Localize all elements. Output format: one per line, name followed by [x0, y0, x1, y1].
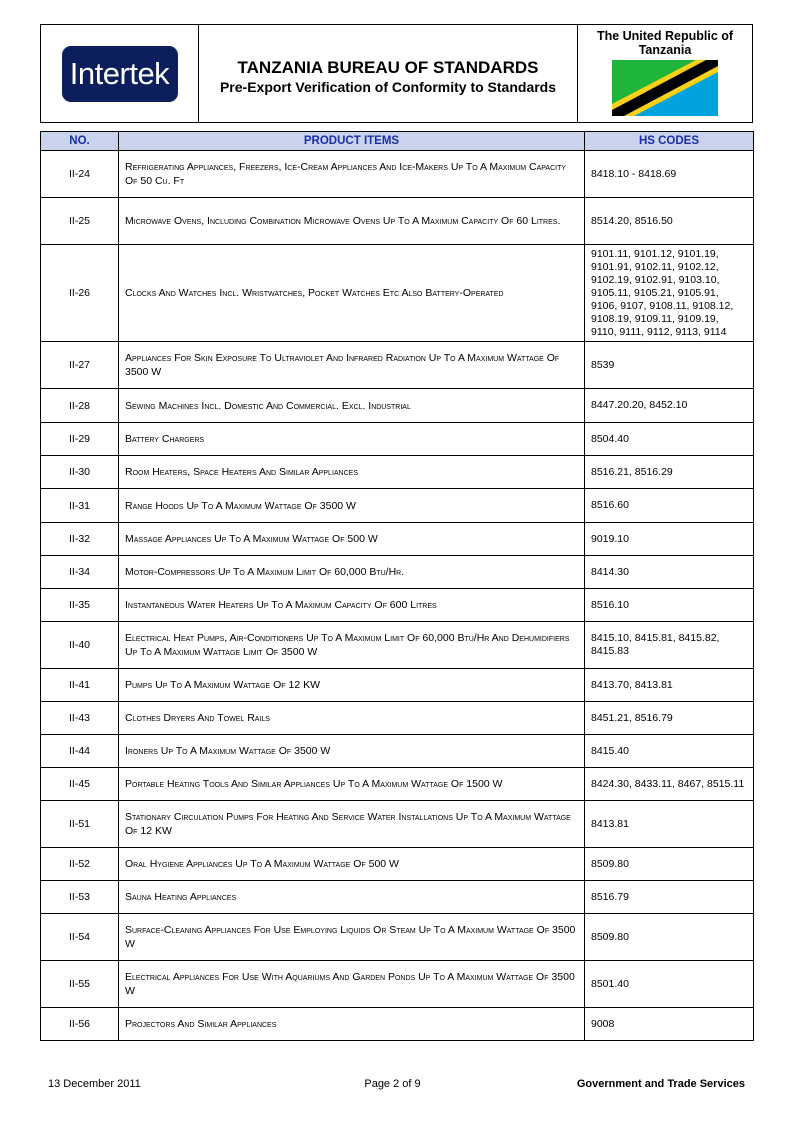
footer-date: 13 December 2011 [48, 1078, 141, 1090]
intertek-logo [62, 46, 178, 102]
document-header [40, 24, 753, 123]
row-number: II-51 [41, 801, 119, 848]
product-item: Microwave Ovens, Including Combination Microwave Ovens Up To A Maximum Capacity Of 60 Litres. [119, 198, 585, 245]
table-row [41, 622, 754, 669]
table-row [41, 768, 754, 801]
table-row [41, 735, 754, 768]
table-row [41, 669, 754, 702]
product-item: Room Heaters, Space Heaters And Similar Appliances [119, 456, 585, 489]
row-number: II-29 [41, 423, 119, 456]
column-header-no: NO. [41, 132, 119, 151]
row-number: II-56 [41, 1008, 119, 1041]
table-row [41, 389, 754, 423]
row-number: II-35 [41, 589, 119, 622]
hs-codes: 8516.21, 8516.29 [585, 456, 754, 489]
product-item: Projectors And Similar Appliances [119, 1008, 585, 1041]
row-number: II-54 [41, 914, 119, 961]
table-row [41, 456, 754, 489]
product-table [40, 131, 754, 1041]
row-number: II-34 [41, 556, 119, 589]
hs-codes: 8509.80 [585, 914, 754, 961]
product-item: Electrical Appliances For Use With Aquariums And Garden Ponds Up To A Maximum Wattage Of 3500 W [119, 961, 585, 1008]
table-body [41, 151, 754, 1041]
row-number: II-55 [41, 961, 119, 1008]
hs-codes: 8424.30, 8433.11, 8467, 8515.11 [585, 768, 754, 801]
hs-codes: 8413.81 [585, 801, 754, 848]
document-title: TANZANIA BUREAU OF STANDARDS [237, 57, 539, 77]
table-row [41, 914, 754, 961]
column-header-product-items: PRODUCT ITEMS [119, 132, 585, 151]
product-item: Refrigerating Appliances, Freezers, Ice-Cream Appliances And Ice-Makers Up To A Maximum Capacity Of 50 Cu. Ft [119, 151, 585, 198]
footer-page-number: Page 2 of 9 [364, 1078, 421, 1090]
table-row [41, 342, 754, 389]
table-row [41, 881, 754, 914]
table-row [41, 198, 754, 245]
product-item: Ironers Up To A Maximum Wattage Of 3500 W [119, 735, 585, 768]
product-item: Clothes Dryers And Towel Rails [119, 702, 585, 735]
hs-codes: 8451.21, 8516.79 [585, 702, 754, 735]
table-row [41, 801, 754, 848]
hs-codes: 8501.40 [585, 961, 754, 1008]
hs-codes: 8414.30 [585, 556, 754, 589]
product-item: Motor-Compressors Up To A Maximum Limit Of 60,000 Btu/Hr. [119, 556, 585, 589]
page-footer [40, 1078, 745, 1094]
footer-department: Government and Trade Services [576, 1078, 745, 1090]
table-row [41, 1008, 754, 1041]
row-number: II-27 [41, 342, 119, 389]
hs-codes: 9019.10 [585, 523, 754, 556]
hs-codes: 9008 [585, 1008, 754, 1041]
product-item: Surface-Cleaning Appliances For Use Employing Liquids Or Steam Up To A Maximum Wattage Of 3500 W [119, 914, 585, 961]
row-number: II-53 [41, 881, 119, 914]
product-item: Stationary Circulation Pumps For Heating And Service Water Installations Up To A Maximum Wattage Of 12 KW [119, 801, 585, 848]
product-item: Battery Chargers [119, 423, 585, 456]
logo-cell [41, 25, 199, 122]
product-item: Pumps Up To A Maximum Wattage Of 12 KW [119, 669, 585, 702]
row-number: II-31 [41, 489, 119, 523]
tanzania-flag-icon [612, 60, 718, 116]
title-cell [199, 25, 578, 122]
table-row [41, 523, 754, 556]
product-item: Sauna Heating Appliances [119, 881, 585, 914]
table-header-row [41, 132, 754, 151]
row-number: II-26 [41, 245, 119, 342]
product-item: Electrical Heat Pumps, Air-Conditioners Up To A Maximum Limit Of 60,000 Btu/Hr And Dehumidifiers Up To A Maximum Wattage Limit Of 3500 W [119, 622, 585, 669]
row-number: II-40 [41, 622, 119, 669]
table-row [41, 151, 754, 198]
hs-codes: 8539 [585, 342, 754, 389]
row-number: II-52 [41, 848, 119, 881]
logo-text: Intertek [69, 55, 170, 91]
row-number: II-45 [41, 768, 119, 801]
row-number: II-41 [41, 669, 119, 702]
table-row [41, 702, 754, 735]
product-item: Range Hoods Up To A Maximum Wattage Of 3500 W [119, 489, 585, 523]
row-number: II-24 [41, 151, 119, 198]
hs-codes: 9101.11, 9101.12, 9101.19, 9101.91, 9102.11, 9102.12, 9102.19, 9102.91, 9103.10, 9105.11, 9105.21, 9105.91, 9106, 9107, 9108.11, 9108.12, 9108.19, 9109.11, 9109.19, 9110, 9111, 9112, 9113, 9114 [585, 245, 754, 342]
row-number: II-43 [41, 702, 119, 735]
hs-codes: 8514.20, 8516.50 [585, 198, 754, 245]
hs-codes: 8418.10 - 8418.69 [585, 151, 754, 198]
table-row [41, 848, 754, 881]
product-item: Instantaneous Water Heaters Up To A Maximum Capacity Of 600 Litres [119, 589, 585, 622]
product-item: Oral Hygiene Appliances Up To A Maximum Wattage Of 500 W [119, 848, 585, 881]
table-row [41, 961, 754, 1008]
hs-codes: 8516.60 [585, 489, 754, 523]
country-cell [578, 25, 752, 122]
hs-codes: 8516.10 [585, 589, 754, 622]
row-number: II-25 [41, 198, 119, 245]
table-row [41, 245, 754, 342]
hs-codes: 8413.70, 8413.81 [585, 669, 754, 702]
row-number: II-30 [41, 456, 119, 489]
table-row [41, 556, 754, 589]
hs-codes: 8504.40 [585, 423, 754, 456]
hs-codes: 8447.20.20, 8452.10 [585, 389, 754, 423]
product-item: Massage Appliances Up To A Maximum Wattage Of 500 W [119, 523, 585, 556]
row-number: II-44 [41, 735, 119, 768]
hs-codes: 8415.40 [585, 735, 754, 768]
hs-codes: 8415.10, 8415.81, 8415.82, 8415.83 [585, 622, 754, 669]
table-row [41, 489, 754, 523]
table-row [41, 589, 754, 622]
country-name: The United Republic of Tanzania [596, 29, 734, 57]
row-number: II-32 [41, 523, 119, 556]
hs-codes: 8509.80 [585, 848, 754, 881]
product-item: Clocks And Watches Incl. Wristwatches, Pocket Watches Etc Also Battery-Operated [119, 245, 585, 342]
hs-codes: 8516.79 [585, 881, 754, 914]
document-subtitle: Pre-Export Verification of Conformity to Standards [219, 78, 557, 95]
column-header-hs-codes: HS CODES [585, 132, 754, 151]
product-item: Sewing Machines Incl. Domestic And Commercial. Excl. Industrial [119, 389, 585, 423]
table-row [41, 423, 754, 456]
product-item: Portable Heating Tools And Similar Appliances Up To A Maximum Wattage Of 1500 W [119, 768, 585, 801]
row-number: II-28 [41, 389, 119, 423]
product-item: Appliances For Skin Exposure To Ultraviolet And Infrared Radiation Up To A Maximum Wattage Of 3500 W [119, 342, 585, 389]
